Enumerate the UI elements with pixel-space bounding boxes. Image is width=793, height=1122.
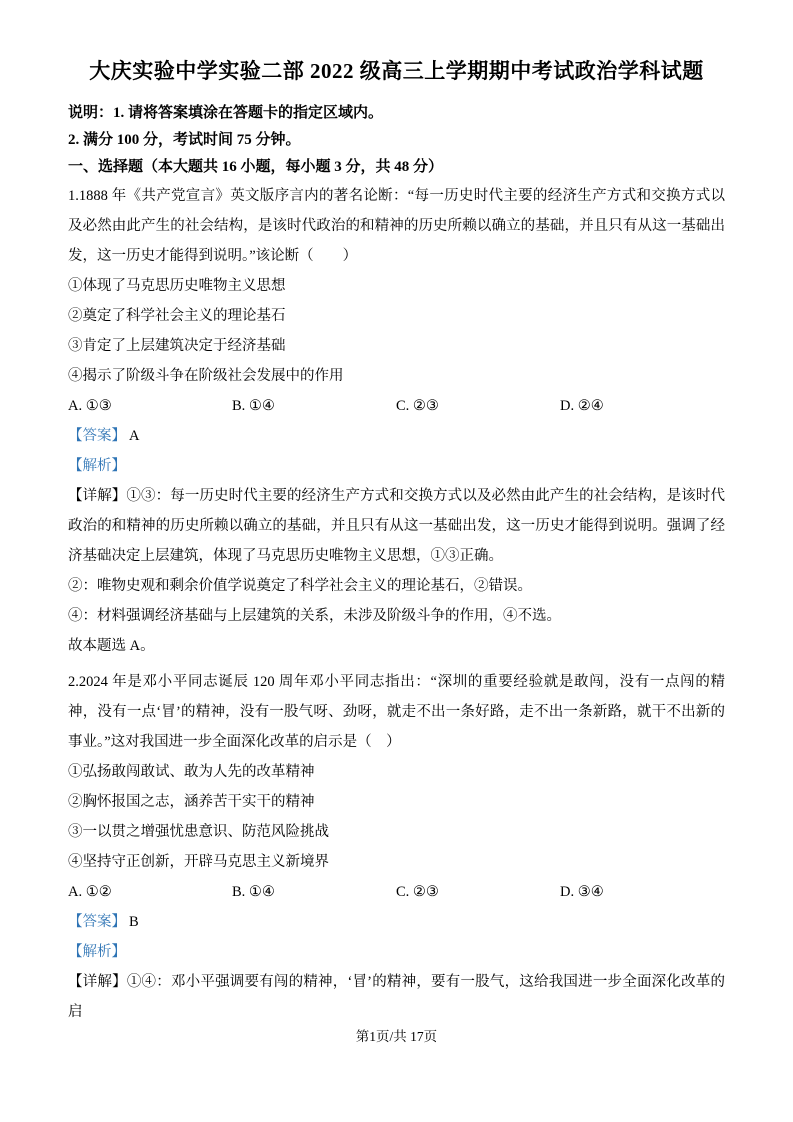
question-2-stem: 2.2024 年是邓小平同志诞辰 120 周年邓小平同志指出：“深圳的重要经验就是敢闯，没有一点闯的精神，没有一点‘冒’的精神，没有一股气呀、劲呀，就走不出一条好路，走不出一条新路，就干不出新的事业。”这对我国进一步全面深化改革的启示是（ ） bbox=[68, 674, 725, 750]
question-2-choice-a: A. ①② bbox=[68, 884, 112, 900]
question-2-choice-d: D. ③④ bbox=[560, 884, 604, 900]
answer-value: A bbox=[129, 428, 140, 444]
question-1-detail-1: 【详解】①③：每一历史时代主要的经济生产方式和交换方式以及必然由此产生的社会结构，是该时代政治的和精神的历史所赖以确立的基础，并且只有从这一基础出发，这一历史才能得到说明。强调了经济基础决定上层建筑，体现了马克思历史唯物主义思想，①③正确。 bbox=[68, 488, 725, 564]
page-title: 大庆实验中学实验二部 2022 级高三上学期期中考试政治学科试题 bbox=[89, 59, 704, 83]
page-number: 第1页/共 17页 bbox=[355, 1029, 438, 1044]
question-1-choice-b: B. ①④ bbox=[232, 398, 275, 414]
question-1-answer-line bbox=[68, 421, 725, 451]
question-2-detail-1: 【详解】①④：邓小平强调要有闯的精神，‘冒’的精神，要有一股气，这给我国进一步全面深化改革的启 bbox=[68, 974, 725, 1020]
question-2-choice-row bbox=[68, 877, 725, 907]
question-2-choice-c: C. ②③ bbox=[396, 884, 439, 900]
question-1-detail-2: ②：唯物史观和剩余价值学说奠定了科学社会主义的理论基石，②错误。 bbox=[68, 578, 532, 594]
question-1-choice-c: C. ②③ bbox=[396, 398, 439, 414]
question-2-item-3: ③一以贯之增强忧患意识、防范风险挑战 bbox=[68, 824, 329, 840]
question-1-block bbox=[68, 181, 725, 661]
question-2-answer-line bbox=[68, 907, 725, 937]
answer-value: B bbox=[129, 914, 139, 930]
analysis-label: 【解析】 bbox=[68, 944, 126, 960]
question-1-conclusion: 故本题选 A。 bbox=[68, 638, 155, 654]
question-1-choice-a: A. ①③ bbox=[68, 398, 112, 414]
answer-label: 【答案】 bbox=[68, 914, 126, 930]
question-2-item-4: ④坚持守正创新，开辟马克思主义新境界 bbox=[68, 854, 329, 870]
question-1-choice-row bbox=[68, 391, 725, 421]
question-2-item-2: ②胸怀报国之志，涵养苦干实干的精神 bbox=[68, 794, 315, 810]
question-1-item-3: ③肯定了上层建筑决定于经济基础 bbox=[68, 338, 286, 354]
section-heading: 一、选择题（本大题共 16 小题，每小题 3 分，共 48 分） bbox=[68, 159, 444, 175]
question-2-choice-b: B. ①④ bbox=[232, 884, 275, 900]
question-1-item-4: ④揭示了阶级斗争在阶级社会发展中的作用 bbox=[68, 368, 344, 384]
instruction-line-1: 说明：1. 请将答案填涂在答题卡的指定区域内。 bbox=[68, 105, 384, 121]
question-2-item-1: ①弘扬敢闯敢试、敢为人先的改革精神 bbox=[68, 764, 315, 780]
answer-label: 【答案】 bbox=[68, 428, 126, 444]
question-1-item-1: ①体现了马克思历史唯物主义思想 bbox=[68, 278, 286, 294]
instruction-line-2: 2. 满分 100 分，考试时间 75 分钟。 bbox=[68, 132, 301, 148]
question-1-item-2: ②奠定了科学社会主义的理论基石 bbox=[68, 308, 286, 324]
question-1-choice-d: D. ②④ bbox=[560, 398, 604, 414]
question-2-block bbox=[68, 667, 725, 1027]
analysis-label: 【解析】 bbox=[68, 458, 126, 474]
question-1-stem: 1.1888 年《共产党宣言》英文版序言内的著名论断：“每一历史时代主要的经济生产方式和交换方式以及必然由此产生的社会结构，是该时代政治的和精神的历史所赖以确立的基础，并且只有从这一基础出发，这一历史才能得到说明。”该论断（ ） bbox=[68, 188, 725, 264]
question-1-detail-3: ④：材料强调经济基础与上层建筑的关系，未涉及阶级斗争的作用，④不选。 bbox=[68, 608, 561, 624]
